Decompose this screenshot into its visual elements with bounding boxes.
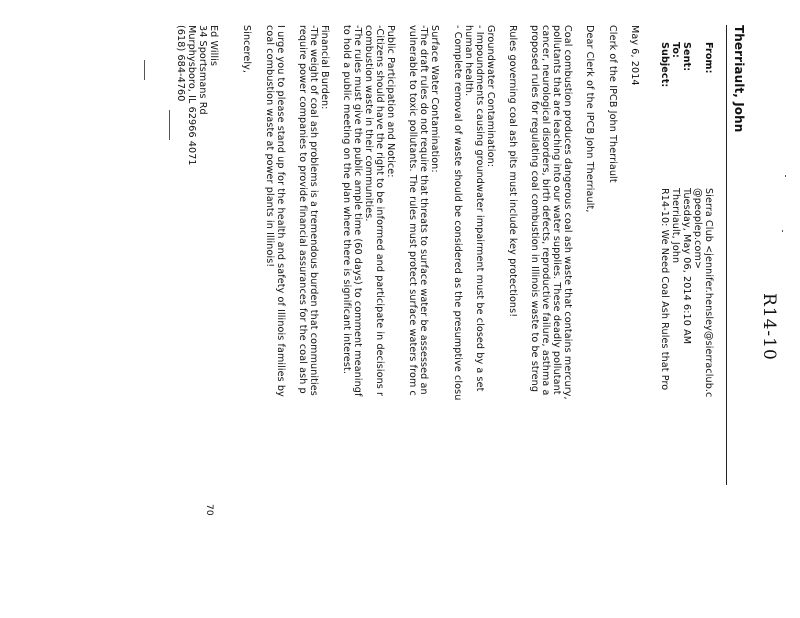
financial-line: -The weight of coal ash problems is a tremendous burden that communities [308,25,319,396]
sent-value: Tuesday, May 06, 2014 6:10 AM [681,188,692,345]
intro-line: Coal combustion produces dangerous coal ash waste that contains mercury, [562,25,573,400]
from-value: Sierra Club <jennifer.hensley@sierraclub.c [703,188,714,398]
groundwater-line: - Complete removal of waste should be considered as the presumptive closu [452,25,463,401]
scan-speck [169,110,170,140]
intro-line: cancer, neurological disorders, birth defects, reproductive failure, asthma a [540,25,551,396]
salutation: Dear Clerk of the IPCB John Therriault, [584,25,595,213]
letter-date: May 6, 2014 [629,25,640,86]
groundwater-heading: Groundwater Contamination: [485,25,496,168]
page-number: 70 [204,504,214,516]
scan-speck [144,60,145,80]
docket-stamp: R14-10 [759,293,779,361]
closing-line: I urge you to please stand up for the health and safety of Illinois families by [275,25,286,397]
from-label: From: [703,42,714,74]
signature-line: Ed Willis [208,25,219,67]
groundwater-line: human health. [463,25,474,97]
public-line: -Citizens should have the right to be informed and participate in decisions r [374,25,385,397]
closing-line: coal combustion waste at power plants in Illinois! [264,25,275,268]
key-protections: Rules governing coal ash pits must include key protections! [507,25,518,318]
subject-label: Subject: [659,42,670,88]
signature-line: (618) 684-4760 [175,25,186,102]
to-label: To: [670,42,681,58]
scan-speck [785,175,786,177]
from-value-continued: @peoplep.com> [692,188,703,270]
subject-value: R14-10: We Need Coal Ash Rules that Pro [659,188,670,391]
signature-line: Murphysboro, IL 62966 4071 [186,25,197,166]
financial-heading: Financial Burden: [319,25,330,110]
public-line: combustion waste in their communities. [363,25,374,222]
signature-line: 34 Sportsmans Rd [197,25,208,115]
surface-line: vulnerable to toxic pollutants. The rules must protect surface waters from c [407,25,418,396]
addressee: Clerk of the IPCB John Therriault [607,25,618,183]
financial-line: require power companies to provide financial assurances for the coal ash p [297,25,308,394]
public-line: to hold a public meeting on the plan where there is significant interest. [341,25,352,375]
sender-name: Therriault, John [732,25,746,133]
header-rule [726,25,727,485]
sent-label: Sent: [681,42,692,72]
intro-line: proposed rules for regulating coal combustion in Illinois waste to be streng [529,25,540,393]
public-heading: Public Participation and Notice: [385,25,396,178]
surface-heading: Surface Water Contamination: [429,25,440,173]
signoff: Sincerely, [241,25,252,74]
groundwater-line: - Impoundments causing groundwater impairment must be closed by a set [474,25,485,392]
intro-line: pollutants that are leaching into our water supplies. These deadly pollutant [551,25,562,395]
public-line: -The rules must give the public ample time (60 days) to comment meaningf [352,25,363,397]
scan-speck [782,230,783,232]
to-value: Therriault, John [670,188,681,264]
surface-line: -The draft rules do not require that threats to surface water be assessed an [418,25,429,395]
